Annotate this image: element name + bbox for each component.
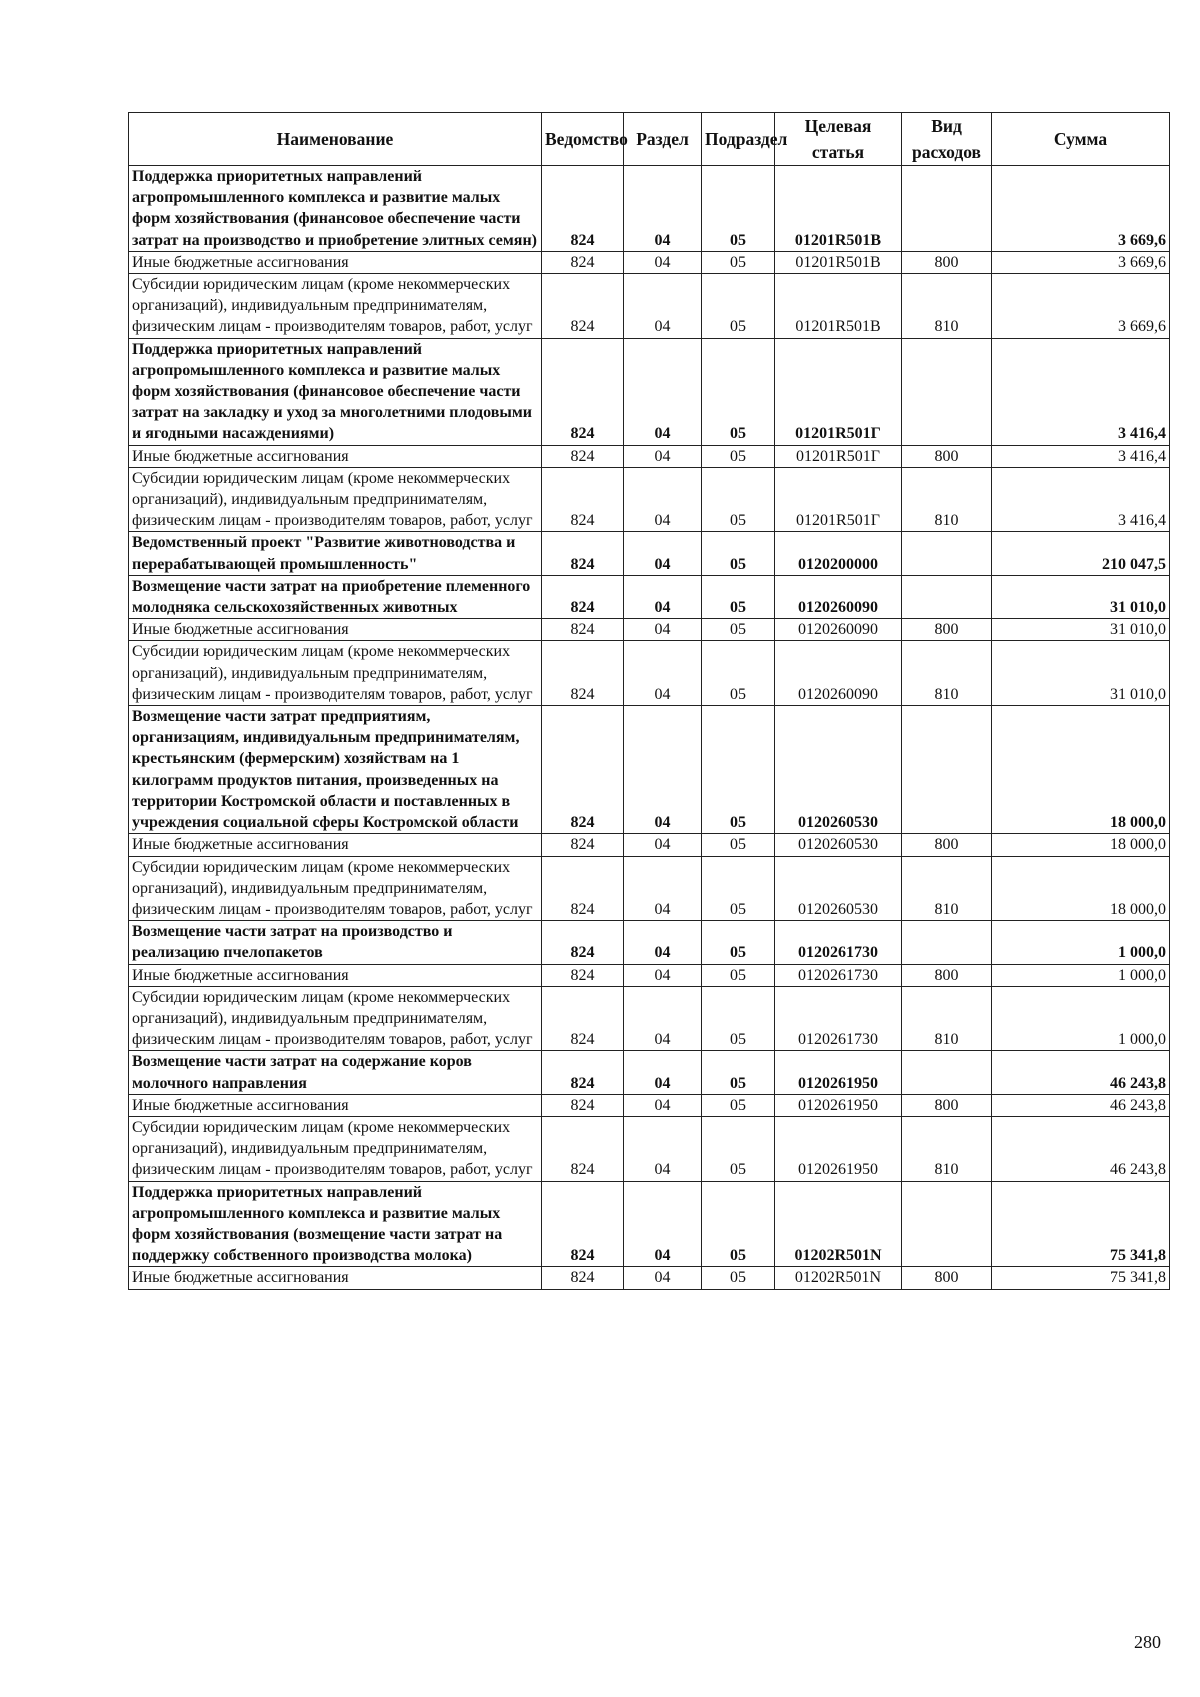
cell-tselevaya: 0120260090 [775,641,902,706]
cell-razdel: 04 [624,445,702,467]
cell-name: Поддержка приоритетных направлений агропромышленного комплекса и развитие малых форм хозяйствования (финансовое обеспечение части затрат на закладку и уход за многолетними плодовыми и ягодными насаждениями) [129,338,542,445]
cell-summa: 75 341,8 [992,1267,1170,1289]
cell-vid [902,166,992,252]
cell-summa: 3 669,6 [992,251,1170,273]
cell-vid: 810 [902,856,992,921]
cell-vid: 800 [902,619,992,641]
cell-tselevaya: 01201R501Г [775,445,902,467]
cell-vedomstvo: 824 [542,964,624,986]
cell-vedomstvo: 824 [542,834,624,856]
cell-razdel: 04 [624,467,702,532]
cell-name: Возмещение части затрат на производство и реализацию пчелопакетов [129,921,542,964]
cell-name: Иные бюджетные ассигнования [129,1094,542,1116]
cell-name: Иные бюджетные ассигнования [129,251,542,273]
cell-razdel: 04 [624,964,702,986]
cell-vid: 800 [902,445,992,467]
cell-name: Иные бюджетные ассигнования [129,834,542,856]
cell-podrazdel: 05 [702,445,775,467]
cell-name: Возмещение части затрат предприятиям, организациям, индивидуальным предпринимателям, крестьянским (фермерским) хозяйствам на 1 килограмм продуктов питания, произведенных на территории Костромской области и поставленных в учреждения социальной сферы Костромской области [129,706,542,834]
cell-vid [902,575,992,618]
header-razdel: Раздел [624,113,702,166]
table-row [129,1116,1170,1181]
cell-summa: 1 000,0 [992,964,1170,986]
header-vid: Вид расходов [902,113,992,166]
table-row [129,641,1170,706]
cell-vid [902,706,992,834]
cell-tselevaya: 0120261950 [775,1116,902,1181]
table-row [129,467,1170,532]
cell-vedomstvo: 824 [542,338,624,445]
cell-podrazdel: 05 [702,641,775,706]
cell-vedomstvo: 824 [542,1051,624,1094]
cell-vid: 800 [902,834,992,856]
table-row [129,166,1170,252]
cell-summa: 31 010,0 [992,641,1170,706]
cell-name: Субсидии юридическим лицам (кроме некоммерческих организаций), индивидуальным предпринимателям, физическим лицам - производителям товаров, работ, услуг [129,1116,542,1181]
table-row [129,1181,1170,1267]
cell-tselevaya: 01201R501B [775,251,902,273]
cell-razdel: 04 [624,921,702,964]
cell-summa: 18 000,0 [992,856,1170,921]
cell-vid: 810 [902,986,992,1051]
table-row [129,1267,1170,1289]
cell-name: Иные бюджетные ассигнования [129,445,542,467]
cell-vid [902,921,992,964]
cell-podrazdel: 05 [702,274,775,339]
cell-podrazdel: 05 [702,166,775,252]
header-podrazdel: Подраздел [702,113,775,166]
cell-tselevaya: 0120261950 [775,1051,902,1094]
cell-podrazdel: 05 [702,964,775,986]
cell-vedomstvo: 824 [542,1181,624,1267]
table-row [129,338,1170,445]
cell-razdel: 04 [624,1116,702,1181]
cell-vedomstvo: 824 [542,251,624,273]
cell-tselevaya: 0120261730 [775,921,902,964]
cell-tselevaya: 01201R501Г [775,467,902,532]
cell-vedomstvo: 824 [542,532,624,575]
cell-razdel: 04 [624,338,702,445]
cell-razdel: 04 [624,1181,702,1267]
cell-vedomstvo: 824 [542,575,624,618]
cell-name: Субсидии юридическим лицам (кроме некоммерческих организаций), индивидуальным предпринимателям, физическим лицам - производителям товаров, работ, услуг [129,856,542,921]
cell-tselevaya: 01202R501N [775,1267,902,1289]
cell-razdel: 04 [624,856,702,921]
page-number: 280 [1134,1632,1161,1652]
cell-podrazdel: 05 [702,1094,775,1116]
cell-vedomstvo: 824 [542,856,624,921]
cell-vid: 800 [902,1267,992,1289]
table-row [129,575,1170,618]
cell-razdel: 04 [624,532,702,575]
cell-summa: 1 000,0 [992,986,1170,1051]
cell-razdel: 04 [624,986,702,1051]
table-row [129,619,1170,641]
cell-vid [902,338,992,445]
cell-razdel: 04 [624,251,702,273]
cell-tselevaya: 0120261730 [775,964,902,986]
cell-vedomstvo: 824 [542,706,624,834]
table-row [129,1094,1170,1116]
table-row [129,1051,1170,1094]
cell-razdel: 04 [624,1051,702,1094]
table-row [129,706,1170,834]
cell-name: Субсидии юридическим лицам (кроме некоммерческих организаций), индивидуальным предпринимателям, физическим лицам - производителям товаров, работ, услуг [129,274,542,339]
cell-razdel: 04 [624,641,702,706]
cell-name: Возмещение части затрат на содержание коров молочного направления [129,1051,542,1094]
table-row [129,532,1170,575]
cell-tselevaya: 0120260530 [775,706,902,834]
cell-summa: 210 047,5 [992,532,1170,575]
cell-podrazdel: 05 [702,1116,775,1181]
cell-summa: 3 416,4 [992,445,1170,467]
cell-tselevaya: 0120260090 [775,575,902,618]
cell-summa: 18 000,0 [992,706,1170,834]
cell-podrazdel: 05 [702,834,775,856]
cell-podrazdel: 05 [702,251,775,273]
cell-vid: 810 [902,641,992,706]
table-row [129,251,1170,273]
cell-podrazdel: 05 [702,467,775,532]
cell-name: Иные бюджетные ассигнования [129,964,542,986]
cell-vedomstvo: 824 [542,467,624,532]
cell-podrazdel: 05 [702,706,775,834]
cell-tselevaya: 01202R501N [775,1181,902,1267]
table-row [129,986,1170,1051]
cell-podrazdel: 05 [702,619,775,641]
cell-vedomstvo: 824 [542,986,624,1051]
cell-summa: 46 243,8 [992,1051,1170,1094]
cell-name: Субсидии юридическим лицам (кроме некоммерческих организаций), индивидуальным предпринимателям, физическим лицам - производителям товаров, работ, услуг [129,641,542,706]
cell-podrazdel: 05 [702,1051,775,1094]
cell-vid [902,1051,992,1094]
header-vedomstvo: Ведомство [542,113,624,166]
cell-name: Иные бюджетные ассигнования [129,1267,542,1289]
cell-tselevaya: 01201R501B [775,166,902,252]
cell-tselevaya: 0120260090 [775,619,902,641]
cell-name: Ведомственный проект "Развитие животноводства и перерабатывающей промышленность" [129,532,542,575]
table-row [129,445,1170,467]
cell-summa: 31 010,0 [992,575,1170,618]
table-header-row [129,113,1170,166]
cell-tselevaya: 0120261730 [775,986,902,1051]
cell-tselevaya: 0120261950 [775,1094,902,1116]
cell-name: Возмещение части затрат на приобретение племенного молодняка сельскохозяйственных животных [129,575,542,618]
cell-summa: 75 341,8 [992,1181,1170,1267]
header-summa: Сумма [992,113,1170,166]
cell-razdel: 04 [624,706,702,834]
cell-vid: 800 [902,964,992,986]
cell-vedomstvo: 824 [542,1267,624,1289]
cell-summa: 1 000,0 [992,921,1170,964]
cell-razdel: 04 [624,619,702,641]
cell-podrazdel: 05 [702,1181,775,1267]
table-row [129,964,1170,986]
cell-vedomstvo: 824 [542,274,624,339]
cell-vedomstvo: 824 [542,641,624,706]
table-row [129,834,1170,856]
cell-podrazdel: 05 [702,575,775,618]
cell-vid: 810 [902,274,992,339]
cell-vid [902,1181,992,1267]
cell-podrazdel: 05 [702,338,775,445]
cell-tselevaya: 01201R501Г [775,338,902,445]
cell-summa: 46 243,8 [992,1116,1170,1181]
cell-razdel: 04 [624,274,702,339]
cell-vedomstvo: 824 [542,921,624,964]
cell-vid: 810 [902,467,992,532]
cell-name: Поддержка приоритетных направлений агропромышленного комплекса и развитие малых форм хозяйствования (финансовое обеспечение части затрат на производство и приобретение элитных семян) [129,166,542,252]
cell-vid: 810 [902,1116,992,1181]
cell-name: Поддержка приоритетных направлений агропромышленного комплекса и развитие малых форм хозяйствования (возмещение части затрат на поддержку собственного производства молока) [129,1181,542,1267]
cell-podrazdel: 05 [702,532,775,575]
cell-vedomstvo: 824 [542,619,624,641]
cell-tselevaya: 0120260530 [775,856,902,921]
cell-vedomstvo: 824 [542,445,624,467]
cell-tselevaya: 0120200000 [775,532,902,575]
cell-tselevaya: 01201R501B [775,274,902,339]
table-row [129,274,1170,339]
cell-razdel: 04 [624,575,702,618]
cell-tselevaya: 0120260530 [775,834,902,856]
cell-vedomstvo: 824 [542,1094,624,1116]
header-name: Наименование [129,113,542,166]
cell-summa: 3 416,4 [992,467,1170,532]
cell-summa: 3 669,6 [992,274,1170,339]
cell-podrazdel: 05 [702,921,775,964]
cell-razdel: 04 [624,166,702,252]
cell-vedomstvo: 824 [542,166,624,252]
table-body [129,166,1170,1290]
header-tselevaya: Целевая статья [775,113,902,166]
cell-razdel: 04 [624,1267,702,1289]
cell-summa: 31 010,0 [992,619,1170,641]
budget-table [128,112,1170,1290]
cell-summa: 18 000,0 [992,834,1170,856]
cell-podrazdel: 05 [702,986,775,1051]
cell-summa: 3 416,4 [992,338,1170,445]
cell-razdel: 04 [624,834,702,856]
cell-name: Субсидии юридическим лицам (кроме некоммерческих организаций), индивидуальным предпринимателям, физическим лицам - производителям товаров, работ, услуг [129,986,542,1051]
cell-razdel: 04 [624,1094,702,1116]
cell-summa: 46 243,8 [992,1094,1170,1116]
cell-vid: 800 [902,251,992,273]
cell-podrazdel: 05 [702,856,775,921]
cell-vid [902,532,992,575]
table-row [129,921,1170,964]
cell-name: Иные бюджетные ассигнования [129,619,542,641]
cell-vid: 800 [902,1094,992,1116]
cell-vedomstvo: 824 [542,1116,624,1181]
cell-name: Субсидии юридическим лицам (кроме некоммерческих организаций), индивидуальным предпринимателям, физическим лицам - производителям товаров, работ, услуг [129,467,542,532]
cell-summa: 3 669,6 [992,166,1170,252]
cell-podrazdel: 05 [702,1267,775,1289]
table-row [129,856,1170,921]
